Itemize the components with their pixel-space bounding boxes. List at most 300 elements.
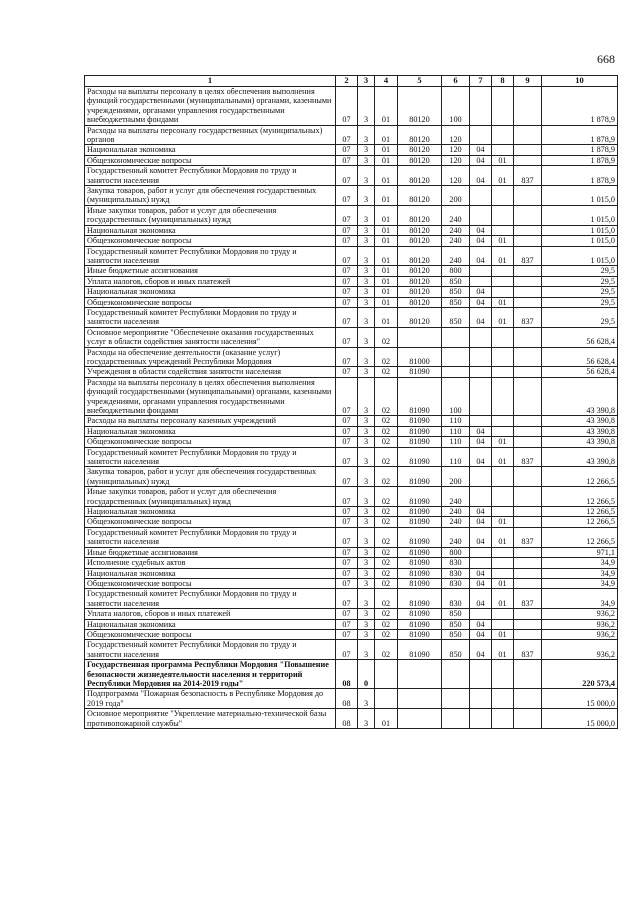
code-section: 07 (336, 155, 358, 165)
code-expense-type: 120 (442, 125, 470, 145)
code-direction: 81090 (398, 619, 442, 629)
code-program: 3 (358, 589, 375, 609)
code-ministry (514, 377, 542, 416)
code-expense-type (442, 689, 470, 709)
code-program: 3 (358, 568, 375, 578)
code-subprogram: 02 (375, 447, 398, 467)
row-name: Иные закупки товаров, работ и услуг для обеспечения государственных (муниципальных) нужд (85, 487, 336, 507)
table-row (85, 426, 618, 436)
row-amount: 29,5 (542, 307, 618, 327)
row-amount: 1 015,0 (542, 225, 618, 235)
code-chapter: 04 (470, 527, 492, 547)
code-chapter (470, 377, 492, 416)
code-chapter: 04 (470, 578, 492, 588)
code-expense-type: 240 (442, 527, 470, 547)
code-subprogram: 01 (375, 186, 398, 206)
code-expense-type: 850 (442, 609, 470, 619)
table-row (85, 578, 618, 588)
code-direction: 80120 (398, 287, 442, 297)
table-row (85, 447, 618, 467)
code-program: 3 (358, 507, 375, 517)
code-expense-type: 200 (442, 186, 470, 206)
code-expense-type: 100 (442, 377, 470, 416)
code-subprogram: 02 (375, 619, 398, 629)
code-ministry (514, 660, 542, 689)
code-chapter: 04 (470, 297, 492, 307)
code-section: 07 (336, 578, 358, 588)
code-subchapter (492, 568, 514, 578)
row-amount: 56 628,4 (542, 367, 618, 377)
code-subprogram: 01 (375, 155, 398, 165)
code-direction: 80120 (398, 276, 442, 286)
code-program: 0 (358, 660, 375, 689)
code-ministry (514, 297, 542, 307)
code-ministry (514, 287, 542, 297)
code-subchapter: 01 (492, 155, 514, 165)
code-chapter (470, 276, 492, 286)
code-section: 07 (336, 246, 358, 266)
table-row (85, 276, 618, 286)
code-subchapter (492, 276, 514, 286)
code-ministry (514, 467, 542, 487)
code-direction (398, 689, 442, 709)
code-section: 07 (336, 619, 358, 629)
table-row (85, 287, 618, 297)
code-direction: 81090 (398, 517, 442, 527)
code-subprogram: 01 (375, 205, 398, 225)
code-expense-type: 850 (442, 640, 470, 660)
code-direction (398, 709, 442, 729)
code-subprogram: 02 (375, 568, 398, 578)
code-direction: 81000 (398, 347, 442, 367)
code-direction: 80120 (398, 155, 442, 165)
code-direction: 81090 (398, 547, 442, 557)
budget-table (84, 75, 618, 729)
code-program: 3 (358, 527, 375, 547)
code-ministry (514, 619, 542, 629)
table-row (85, 640, 618, 660)
code-section: 07 (336, 166, 358, 186)
code-subprogram: 02 (375, 609, 398, 619)
code-subchapter (492, 347, 514, 367)
code-expense-type (442, 660, 470, 689)
code-subchapter (492, 266, 514, 276)
code-subprogram (375, 689, 398, 709)
code-subprogram: 02 (375, 589, 398, 609)
row-amount: 56 628,4 (542, 347, 618, 367)
row-amount: 29,5 (542, 297, 618, 307)
code-expense-type: 830 (442, 578, 470, 588)
table-row (85, 347, 618, 367)
table-row (85, 558, 618, 568)
code-program: 3 (358, 437, 375, 447)
code-subprogram: 02 (375, 327, 398, 347)
code-ministry: 837 (514, 640, 542, 660)
table-row (85, 517, 618, 527)
code-subprogram: 02 (375, 377, 398, 416)
code-ministry: 837 (514, 246, 542, 266)
code-chapter (470, 416, 492, 426)
code-section: 07 (336, 437, 358, 447)
code-direction: 81090 (398, 487, 442, 507)
table-row (85, 205, 618, 225)
code-chapter (470, 689, 492, 709)
code-program: 3 (358, 287, 375, 297)
code-section: 07 (336, 266, 358, 276)
code-program: 3 (358, 578, 375, 588)
header-col-9: 9 (514, 76, 542, 87)
code-subprogram: 02 (375, 426, 398, 436)
code-ministry (514, 276, 542, 286)
code-chapter: 04 (470, 589, 492, 609)
code-subchapter (492, 145, 514, 155)
code-direction: 81090 (398, 377, 442, 416)
code-expense-type: 120 (442, 155, 470, 165)
code-program: 3 (358, 709, 375, 729)
code-ministry (514, 266, 542, 276)
code-ministry (514, 609, 542, 619)
row-name: Уплата налогов, сборов и иных платежей (85, 276, 336, 286)
code-subchapter (492, 186, 514, 206)
row-name: Государственный комитет Республики Мордовия по труду и занятости населения (85, 447, 336, 467)
row-name: Государственный комитет Республики Мордовия по труду и занятости населения (85, 307, 336, 327)
code-ministry (514, 155, 542, 165)
code-expense-type: 240 (442, 517, 470, 527)
code-subchapter (492, 709, 514, 729)
code-ministry (514, 367, 542, 377)
code-direction: 81090 (398, 640, 442, 660)
code-direction: 81090 (398, 589, 442, 609)
code-chapter: 04 (470, 236, 492, 246)
code-ministry (514, 568, 542, 578)
code-program: 3 (358, 640, 375, 660)
table-row (85, 246, 618, 266)
row-amount: 1 878,9 (542, 125, 618, 145)
code-subprogram: 01 (375, 236, 398, 246)
code-chapter: 04 (470, 225, 492, 235)
code-direction: 80120 (398, 297, 442, 307)
code-subprogram: 01 (375, 225, 398, 235)
table-row (85, 507, 618, 517)
code-subchapter: 01 (492, 578, 514, 588)
code-section: 07 (336, 347, 358, 367)
header-col-8: 8 (492, 76, 514, 87)
code-section: 07 (336, 236, 358, 246)
code-program: 3 (358, 619, 375, 629)
code-subchapter (492, 558, 514, 568)
header-col-5: 5 (398, 76, 442, 87)
code-expense-type: 240 (442, 225, 470, 235)
code-direction: 80120 (398, 236, 442, 246)
table-row (85, 155, 618, 165)
code-program: 3 (358, 266, 375, 276)
table-row (85, 166, 618, 186)
code-subprogram: 01 (375, 297, 398, 307)
row-name: Общеэкономические вопросы (85, 437, 336, 447)
code-chapter (470, 367, 492, 377)
code-ministry (514, 517, 542, 527)
code-subchapter: 01 (492, 297, 514, 307)
code-program: 3 (358, 426, 375, 436)
row-name: Расходы на обеспечение деятельности (оказание услуг) государственных учреждений Республики Мордовия (85, 347, 336, 367)
row-name: Подпрограмма "Пожарная безопасность в Республике Мордовия до 2019 года" (85, 689, 336, 709)
code-ministry (514, 629, 542, 639)
code-chapter (470, 558, 492, 568)
row-name: Общеэкономические вопросы (85, 236, 336, 246)
code-expense-type: 800 (442, 547, 470, 557)
row-name: Исполнение судебных актов (85, 558, 336, 568)
code-section: 07 (336, 145, 358, 155)
code-section: 07 (336, 640, 358, 660)
code-expense-type (442, 327, 470, 347)
code-expense-type (442, 347, 470, 367)
table-row (85, 145, 618, 155)
table-row (85, 236, 618, 246)
header-col-2: 2 (336, 76, 358, 87)
code-expense-type: 850 (442, 276, 470, 286)
row-amount: 12 266,5 (542, 507, 618, 517)
code-expense-type: 110 (442, 426, 470, 436)
code-subprogram: 02 (375, 640, 398, 660)
code-section: 07 (336, 307, 358, 327)
code-expense-type: 850 (442, 297, 470, 307)
row-name: Государственная программа Республики Мордовия "Повышение безопасности жизнедеятельности населения и территорий Республики Мордовия на 2014-2019 годы" (85, 660, 336, 689)
table-row (85, 377, 618, 416)
code-program: 3 (358, 297, 375, 307)
code-section: 07 (336, 297, 358, 307)
code-direction: 81090 (398, 578, 442, 588)
code-subchapter: 01 (492, 640, 514, 660)
row-name: Общеэкономические вопросы (85, 629, 336, 639)
code-program: 3 (358, 276, 375, 286)
row-amount: 43 390,8 (542, 416, 618, 426)
code-chapter (470, 347, 492, 367)
row-name: Национальная экономика (85, 225, 336, 235)
row-amount: 43 390,8 (542, 437, 618, 447)
code-expense-type: 830 (442, 589, 470, 609)
table-row (85, 225, 618, 235)
code-expense-type: 110 (442, 416, 470, 426)
code-subprogram: 01 (375, 246, 398, 266)
code-ministry (514, 487, 542, 507)
code-expense-type: 240 (442, 236, 470, 246)
table-row (85, 547, 618, 557)
code-section: 07 (336, 629, 358, 639)
code-subprogram: 01 (375, 276, 398, 286)
row-amount: 1 015,0 (542, 246, 618, 266)
code-subprogram: 02 (375, 517, 398, 527)
row-amount: 12 266,5 (542, 467, 618, 487)
code-subchapter (492, 609, 514, 619)
table-row (85, 619, 618, 629)
code-ministry (514, 426, 542, 436)
code-expense-type: 120 (442, 166, 470, 186)
code-section: 07 (336, 568, 358, 578)
code-subchapter (492, 547, 514, 557)
code-section: 07 (336, 507, 358, 517)
code-ministry: 837 (514, 527, 542, 547)
code-section: 07 (336, 276, 358, 286)
code-subchapter: 01 (492, 307, 514, 327)
code-chapter (470, 547, 492, 557)
code-subprogram: 01 (375, 287, 398, 297)
header-col-10: 10 (542, 76, 618, 87)
row-name: Национальная экономика (85, 568, 336, 578)
code-section: 07 (336, 447, 358, 467)
row-amount: 936,2 (542, 609, 618, 619)
code-chapter (470, 467, 492, 487)
row-name: Учреждения в области содействия занятости населения (85, 367, 336, 377)
code-section: 07 (336, 225, 358, 235)
table-row (85, 437, 618, 447)
code-subprogram: 02 (375, 578, 398, 588)
header-col-7: 7 (470, 76, 492, 87)
code-chapter (470, 660, 492, 689)
code-subchapter: 01 (492, 629, 514, 639)
code-subprogram: 02 (375, 416, 398, 426)
code-subprogram: 01 (375, 145, 398, 155)
code-direction (398, 327, 442, 347)
row-amount: 29,5 (542, 287, 618, 297)
code-section: 07 (336, 367, 358, 377)
code-section: 07 (336, 517, 358, 527)
code-program: 3 (358, 558, 375, 568)
code-chapter: 04 (470, 246, 492, 266)
table-row (85, 689, 618, 709)
code-expense-type: 240 (442, 487, 470, 507)
code-subchapter (492, 87, 514, 126)
code-expense-type: 110 (442, 437, 470, 447)
code-section: 07 (336, 609, 358, 619)
code-direction: 81090 (398, 447, 442, 467)
code-direction: 81090 (398, 609, 442, 619)
code-ministry: 837 (514, 166, 542, 186)
table-row (85, 87, 618, 126)
code-ministry (514, 437, 542, 447)
code-expense-type: 110 (442, 447, 470, 467)
code-ministry (514, 145, 542, 155)
code-direction: 81090 (398, 437, 442, 447)
code-program: 3 (358, 205, 375, 225)
code-section: 07 (336, 547, 358, 557)
table-row (85, 609, 618, 619)
code-subprogram: 02 (375, 547, 398, 557)
code-expense-type: 850 (442, 307, 470, 327)
code-chapter (470, 609, 492, 619)
code-subprogram: 01 (375, 266, 398, 276)
table-row (85, 416, 618, 426)
code-program: 3 (358, 87, 375, 126)
code-subprogram: 02 (375, 467, 398, 487)
code-subprogram: 02 (375, 558, 398, 568)
code-subchapter: 01 (492, 589, 514, 609)
code-program: 3 (358, 689, 375, 709)
row-amount: 15 000,0 (542, 709, 618, 729)
row-name: Закупка товаров, работ и услуг для обеспечения государственных (муниципальных) нужд (85, 186, 336, 206)
code-expense-type: 850 (442, 619, 470, 629)
code-section: 07 (336, 589, 358, 609)
row-name: Национальная экономика (85, 426, 336, 436)
code-ministry (514, 125, 542, 145)
code-subchapter (492, 416, 514, 426)
code-ministry (514, 578, 542, 588)
code-ministry: 837 (514, 589, 542, 609)
code-subchapter (492, 367, 514, 377)
code-direction: 81090 (398, 558, 442, 568)
table-row (85, 266, 618, 276)
row-name: Расходы на выплаты персоналу в целях обеспечения выполнения функций государственными (муниципальными) органами, казенными учреждениями, органами управления государственными внебюджетными фондами (85, 87, 336, 126)
code-program: 3 (358, 517, 375, 527)
code-expense-type: 100 (442, 87, 470, 126)
code-subprogram: 01 (375, 307, 398, 327)
code-ministry (514, 416, 542, 426)
code-program: 3 (358, 447, 375, 467)
code-program: 3 (358, 547, 375, 557)
row-amount: 34,9 (542, 568, 618, 578)
code-chapter: 04 (470, 517, 492, 527)
row-name: Государственный комитет Республики Мордовия по труду и занятости населения (85, 589, 336, 609)
code-ministry (514, 558, 542, 568)
row-name: Национальная экономика (85, 145, 336, 155)
code-ministry (514, 709, 542, 729)
code-expense-type: 800 (442, 266, 470, 276)
code-chapter (470, 327, 492, 347)
code-section: 07 (336, 426, 358, 436)
code-direction: 81090 (398, 416, 442, 426)
row-name: Общеэкономические вопросы (85, 517, 336, 527)
table-row (85, 629, 618, 639)
code-ministry: 837 (514, 447, 542, 467)
code-ministry (514, 236, 542, 246)
code-direction (398, 660, 442, 689)
code-section: 07 (336, 186, 358, 206)
table-row (85, 709, 618, 729)
code-direction: 80120 (398, 246, 442, 266)
code-subprogram: 02 (375, 487, 398, 507)
code-chapter (470, 186, 492, 206)
code-subprogram: 02 (375, 347, 398, 367)
row-name: Иные бюджетные ассигнования (85, 547, 336, 557)
row-name: Основное мероприятие "Обеспечение оказания государственных услуг в области содействия занятости населения" (85, 327, 336, 347)
table-row (85, 307, 618, 327)
code-direction: 81090 (398, 527, 442, 547)
row-name: Общеэкономические вопросы (85, 155, 336, 165)
code-subprogram (375, 660, 398, 689)
code-program: 3 (358, 609, 375, 619)
code-program: 3 (358, 155, 375, 165)
header-col-4: 4 (375, 76, 398, 87)
row-name: Основное мероприятие "Укрепление материально-технической базы противопожарной службы" (85, 709, 336, 729)
code-chapter: 04 (470, 447, 492, 467)
row-name: Государственный комитет Республики Мордовия по труду и занятости населения (85, 246, 336, 266)
code-direction: 80120 (398, 307, 442, 327)
code-expense-type: 850 (442, 287, 470, 297)
code-subchapter: 01 (492, 246, 514, 266)
code-ministry (514, 186, 542, 206)
table-row (85, 660, 618, 689)
code-direction: 81090 (398, 426, 442, 436)
code-chapter (470, 205, 492, 225)
code-chapter: 04 (470, 629, 492, 639)
code-program: 3 (358, 416, 375, 426)
code-expense-type: 830 (442, 558, 470, 568)
code-chapter: 04 (470, 155, 492, 165)
code-expense-type: 240 (442, 205, 470, 225)
code-subprogram: 02 (375, 527, 398, 547)
code-expense-type: 240 (442, 507, 470, 517)
code-program: 3 (358, 327, 375, 347)
row-name: Государственный комитет Республики Мордовия по труду и занятости населения (85, 527, 336, 547)
